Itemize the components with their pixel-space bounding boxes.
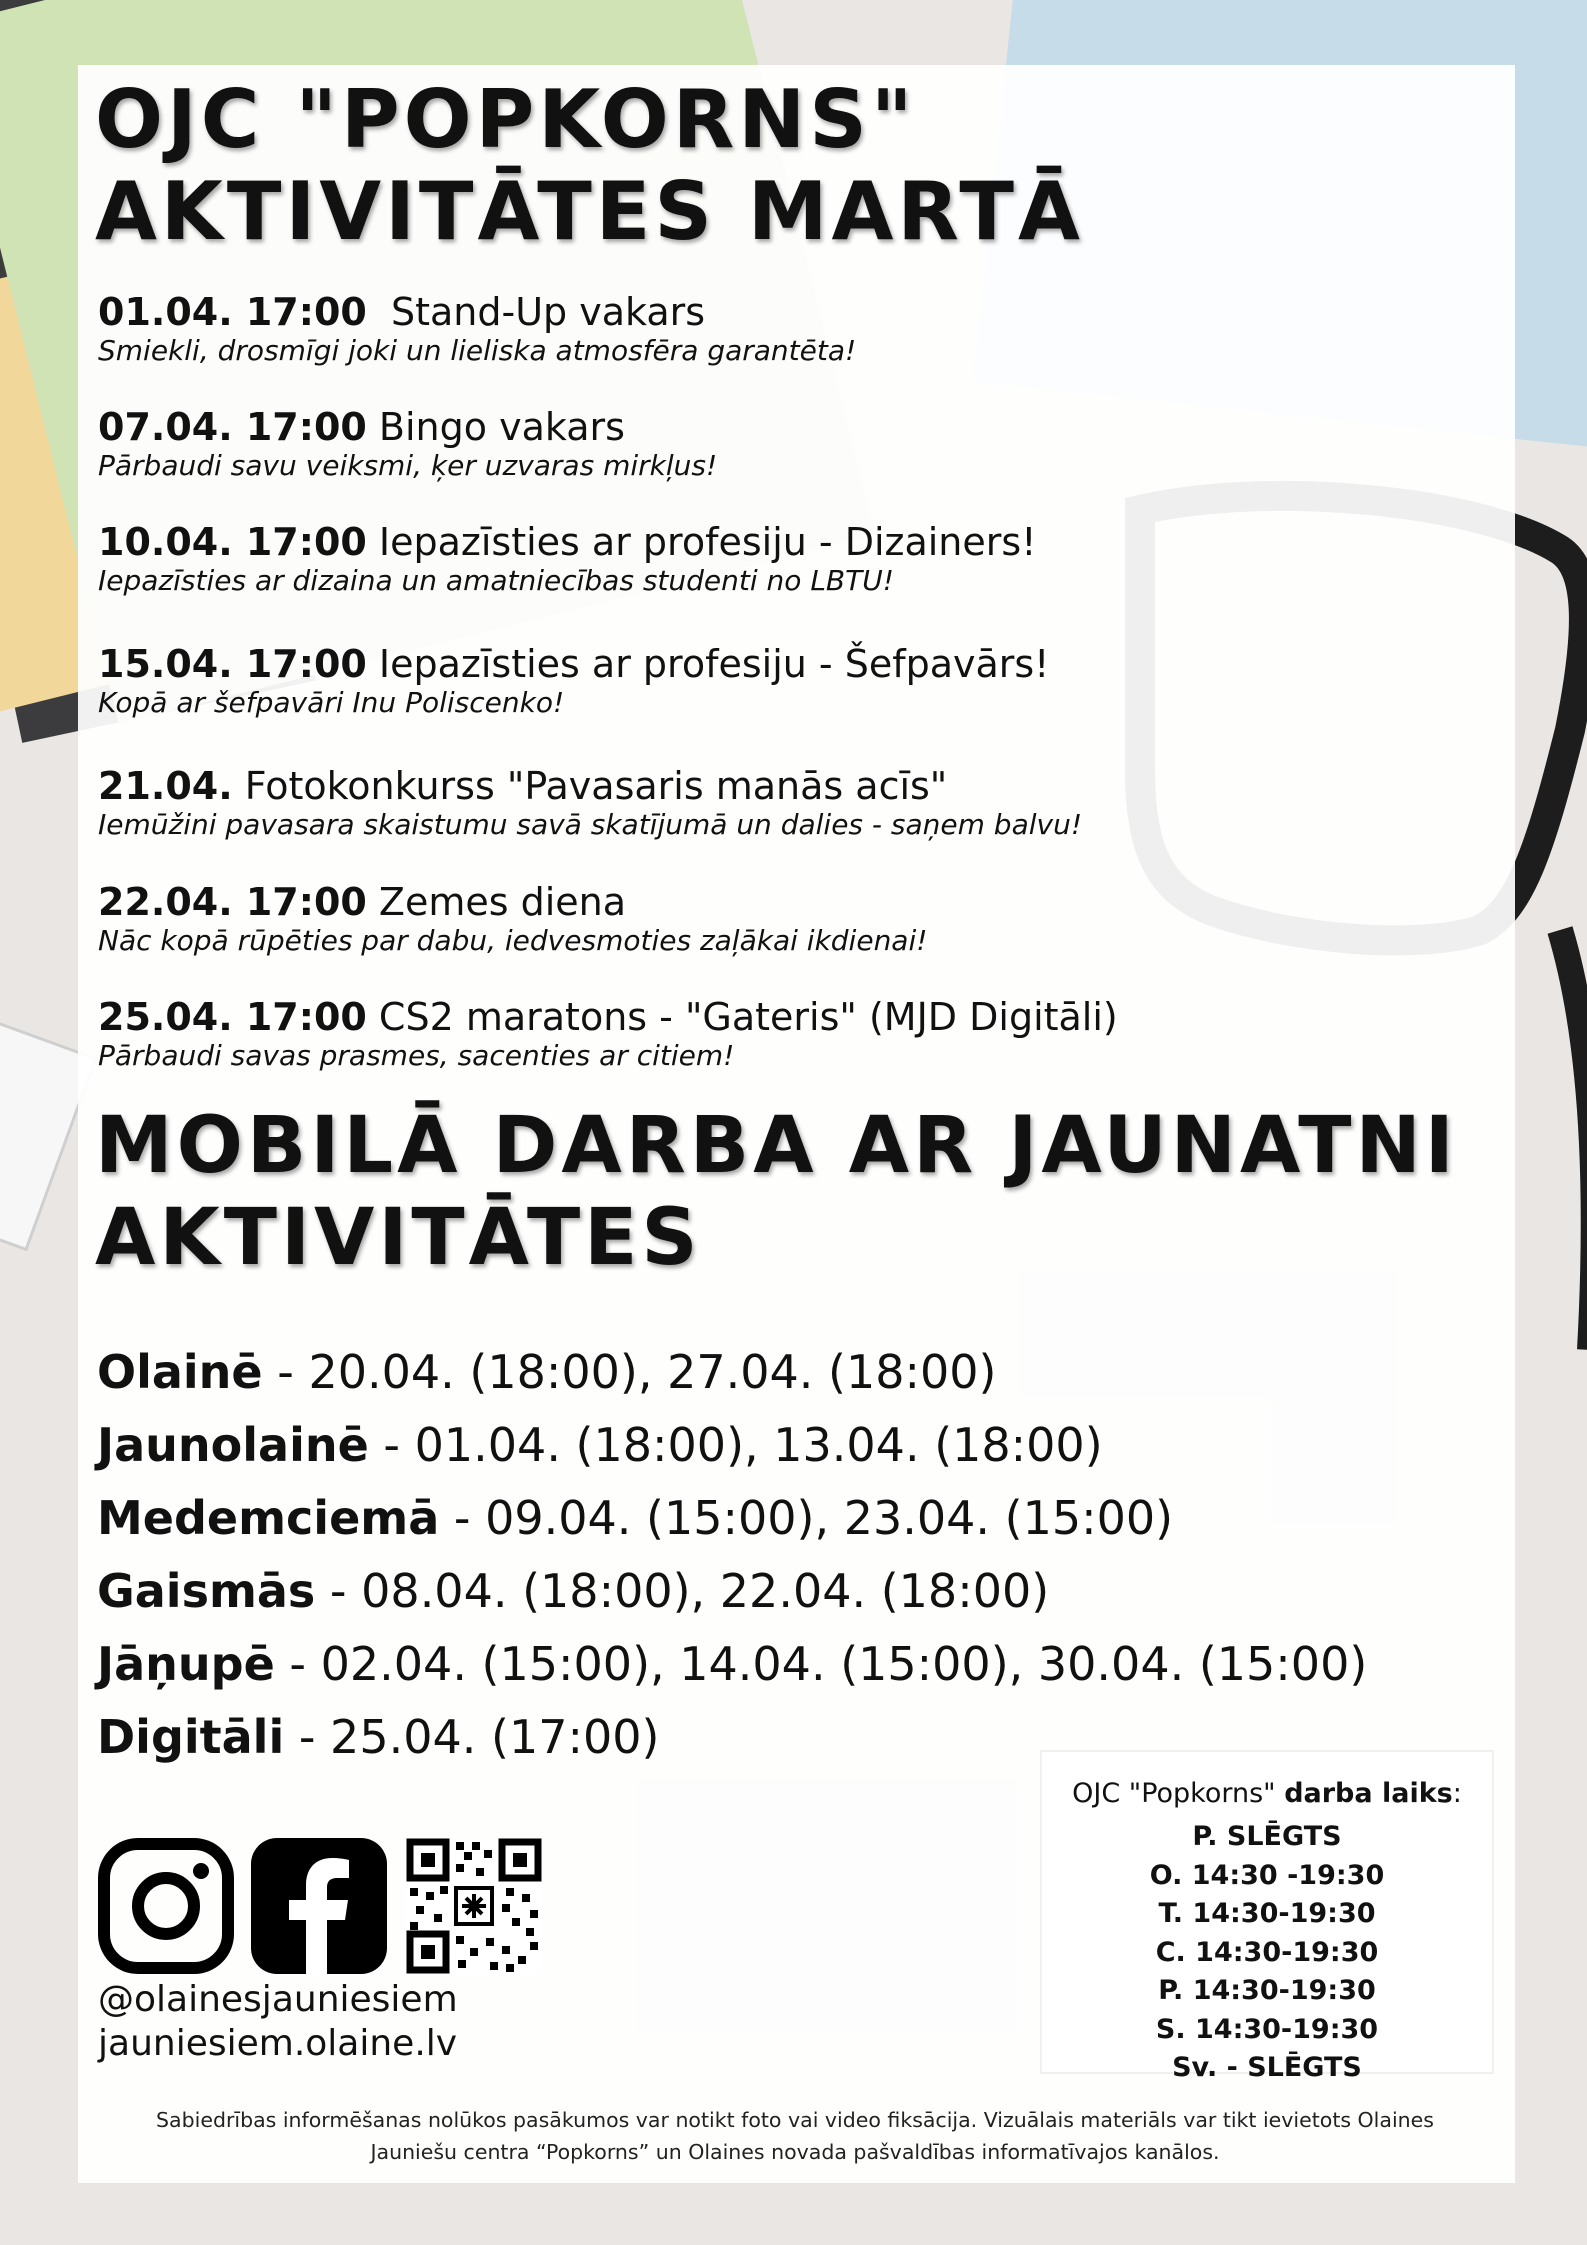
footer-line-2: Jauniešu centra “Popkorns” un Olaines novada pašvaldības informatīvajos kanālos. <box>370 2140 1220 2164</box>
list-item <box>97 1343 1367 1401</box>
social-handle[interactable]: @olainesjauniesiem <box>98 1979 458 2020</box>
list-item <box>97 1635 1367 1693</box>
event-item <box>98 405 717 483</box>
qr-code-icon[interactable] <box>406 1838 542 1974</box>
location-name: Digitāli <box>97 1710 285 1764</box>
hours-title-bold: darba laiks <box>1284 1778 1453 1809</box>
mobile-title-line-2: AKTIVITĀTES <box>95 1193 702 1283</box>
page-title <box>95 74 1295 258</box>
event-item <box>98 764 1082 842</box>
location-times: - 25.04. (17:00) <box>284 1710 660 1764</box>
event-date: 21.04. <box>98 764 233 808</box>
event-name: Zemes diena <box>378 880 627 924</box>
page-title-line-1: OJC "POPKORNS" <box>95 73 917 166</box>
list-item <box>97 1416 1367 1474</box>
location-name: Gaismās <box>97 1564 316 1618</box>
event-date: 01.04. 17:00 <box>98 290 367 334</box>
location-name: Olainē <box>97 1345 263 1399</box>
mobile-title-line-1: MOBILĀ DARBA AR JAUNATNI <box>95 1101 1458 1191</box>
event-name: Bingo vakars <box>378 405 625 449</box>
location-name: Jāņupē <box>97 1637 275 1691</box>
hours-row: S. 14:30-19:30 <box>1155 2013 1379 2045</box>
hours-row: P. SLĒGTS <box>1192 1821 1342 1852</box>
location-times: - 20.04. (18:00), 27.04. (18:00) <box>262 1345 997 1399</box>
event-date: 07.04. 17:00 <box>98 405 367 449</box>
hours-row: C. 14:30-19:30 <box>1155 1936 1379 1968</box>
list-item <box>97 1562 1367 1620</box>
location-times: - 08.04. (18:00), 22.04. (18:00) <box>315 1564 1050 1618</box>
event-name: Stand-Up vakars <box>391 290 706 334</box>
facebook-icon[interactable] <box>251 1838 387 1974</box>
event-item <box>98 880 927 958</box>
instagram-icon[interactable] <box>98 1838 234 1974</box>
list-item <box>97 1489 1367 1547</box>
footer-disclaimer <box>100 2104 1490 2168</box>
event-description: Pārbaudi savu veiksmi, ķer uzvaras mirkļus! <box>98 449 718 482</box>
event-date: 10.04. 17:00 <box>98 520 367 564</box>
event-description: Nāc kopā rūpēties par dabu, iedvesmoties zaļākai ikdienai! <box>98 924 928 957</box>
event-description: Iemūžini pavasara skaistumu savā skatījumā un dalies - saņem balvu! <box>98 808 1083 841</box>
event-date: 22.04. 17:00 <box>98 880 367 924</box>
mobile-section-title <box>95 1100 1515 1284</box>
location-times: - 02.04. (15:00), 14.04. (15:00), 30.04. (15:00) <box>274 1637 1368 1691</box>
event-item <box>98 520 1036 598</box>
event-item <box>98 642 1049 720</box>
event-name: Iepazīsties ar profesiju - Šefpavārs! <box>378 642 1050 686</box>
event-description: Kopā ar šefpavāri Inu Poliscenko! <box>98 686 565 719</box>
opening-hours-box <box>1040 1750 1494 2083</box>
event-name: CS2 maratons - "Gateris" (MJD Digitāli) <box>378 995 1118 1039</box>
event-name: Fotokonkurss "Pavasaris manās acīs" <box>244 764 948 808</box>
footer-line-1: Sabiedrības informēšanas nolūkos pasākumos var notikt foto vai video fiksācija. Vizuālais materiāls var tikt ievietots Olaines <box>156 2108 1434 2132</box>
event-description: Smiekli, drosmīgi joki un lieliska atmosfēra garantēta! <box>98 334 857 367</box>
hours-row: Sv. - SLĒGTS <box>1172 2052 1362 2083</box>
event-date: 15.04. 17:00 <box>98 642 367 686</box>
website-link[interactable]: jauniesiem.olaine.lv <box>98 2023 458 2064</box>
opening-hours-title <box>1042 1778 1492 1809</box>
location-times: - 01.04. (18:00), 13.04. (18:00) <box>368 1418 1103 1472</box>
event-description: Pārbaudi savas prasmes, sacenties ar citiem! <box>98 1039 735 1072</box>
event-item <box>98 290 856 368</box>
event-item <box>98 995 1118 1073</box>
hours-row: P. 14:30-19:30 <box>1158 1975 1376 2006</box>
hours-title-prefix: OJC "Popkorns" <box>1072 1778 1276 1809</box>
location-name: Medemciemā <box>97 1491 440 1545</box>
mobile-schedule-list <box>97 1343 1367 1766</box>
hours-row: T. 14:30-19:30 <box>1158 1898 1376 1929</box>
event-date: 25.04. 17:00 <box>98 995 367 1039</box>
hours-title-suffix: : <box>1452 1778 1462 1809</box>
event-name: Iepazīsties ar profesiju - Dizainers! <box>378 520 1037 564</box>
event-description: Iepazīsties ar dizaina un amatniecības studenti no LBTU! <box>98 564 894 597</box>
page-title-line-2: AKTIVITĀTES MARTĀ <box>95 165 1084 258</box>
location-name: Jaunolainē <box>97 1418 369 1472</box>
contacts <box>98 1978 458 2066</box>
location-times: - 09.04. (15:00), 23.04. (15:00) <box>439 1491 1174 1545</box>
hours-row: O. 14:30 -19:30 <box>1149 1859 1385 1891</box>
